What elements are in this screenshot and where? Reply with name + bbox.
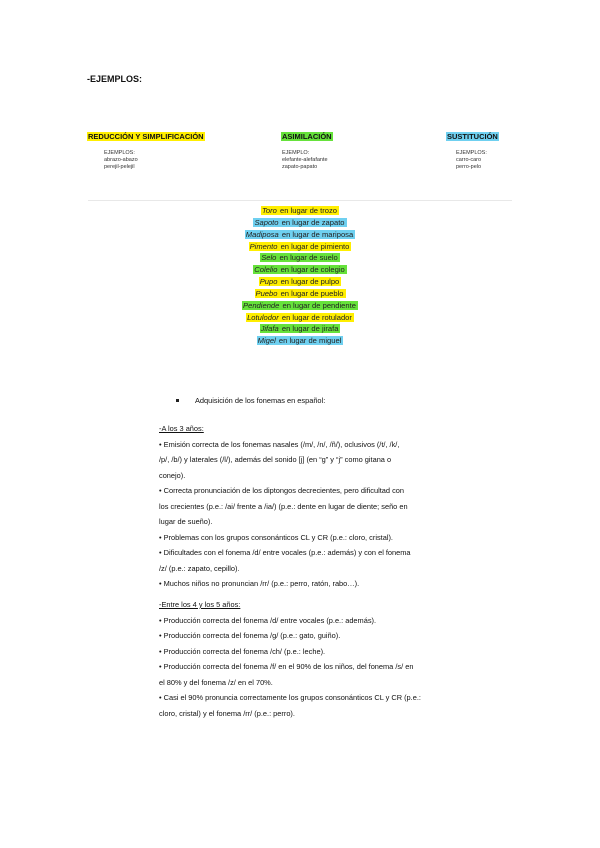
list-item: Selo en lugar de suelo <box>261 253 338 263</box>
list-item: Colelio en lugar de colegio <box>254 265 345 275</box>
list-item: Pimento en lugar de pimiento <box>249 241 350 251</box>
paragraph-line: • Muchos niños no pronuncian /rr/ (p.e.: perro, ratón, rabo…). <box>159 579 360 588</box>
category-example: elefante-alefafante <box>282 157 328 163</box>
category-example-label: EJEMPLO: <box>282 150 310 156</box>
section-age-3 <box>159 421 519 592</box>
list-item: Pendiende en lugar de pendiente <box>243 300 356 310</box>
acquisition-heading <box>176 396 325 405</box>
acquisition-title: Adquisición de los fonemas en español: <box>195 396 326 405</box>
category-asimilacion <box>281 126 333 171</box>
list-item: Jifafa en lugar de jirafa <box>260 324 339 334</box>
category-example: abrazo-abazo <box>104 157 138 163</box>
section-title: -Entre los 4 y los 5 años: <box>159 600 241 609</box>
paragraph-line: • Producción correcta del fonema /d/ entre vocales (p.e.: además). <box>159 615 377 625</box>
section-title: -A los 3 años: <box>159 424 204 433</box>
divider <box>88 200 512 201</box>
paragraph-line: lugar de sueño). <box>159 517 213 526</box>
paragraph-line: los crecientes (p.e.: /ai/ frente a /ia/) (p.e.: dente en lugar de diente; seño en <box>159 501 408 511</box>
category-example-label: EJEMPLOS: <box>456 150 487 156</box>
list-item: Puebo en lugar de pueblo <box>255 288 344 298</box>
category-example-label: EJEMPLOS: <box>104 150 135 156</box>
paragraph-line: cloro, cristal) y el fonema /rr/ (p.e.: perro). <box>159 708 295 718</box>
list-item: Madiposa en lugar de mariposa <box>245 229 354 239</box>
paragraph-line: • Casi el 90% pronuncia correctamente los grupos consonánticos CL y CR (p.e.: <box>159 693 421 702</box>
example-list <box>150 205 450 347</box>
section-age-4-5 <box>159 597 519 721</box>
category-example: zapato-papato <box>282 164 318 170</box>
category-title: ASIMILACIÓN <box>282 132 332 141</box>
list-item: Migel en lugar de miguel <box>257 336 342 346</box>
paragraph-line: • Correcta pronunciación de los diptongos decrecientes, pero dificultad con <box>159 486 404 495</box>
category-example: perejil-pelejil <box>104 164 135 170</box>
paragraph-line: conejo). <box>159 470 186 480</box>
paragraph-line: • Producción correcta del fonema /f/ en el 90% de los niños, del fonema /s/ en <box>159 662 414 671</box>
paragraph-line: • Producción correcta del fonema /ch/ (p.e.: leche). <box>159 646 326 656</box>
paragraph-line: • Dificultades con el fonema /d/ entre vocales (p.e.: además) y con el fonema <box>159 548 411 557</box>
list-item: Pupo en lugar de pulpo <box>259 277 340 287</box>
paragraph-line: el 80% y del fonema /z/ en el 70%. <box>159 677 273 687</box>
paragraph-line: • Problemas con los grupos consonánticos CL y CR (p.e.: cloro, cristal). <box>159 532 393 542</box>
paragraph-line: • Emisión correcta de los fonemas nasales (/m/, /n/, /ñ/), oclusivos (/t/, /k/, <box>159 439 400 449</box>
category-example: perro-pelo <box>456 164 482 170</box>
paragraph-line: /z/ (p.e.: zapato, cepillo). <box>159 563 240 573</box>
category-reduccion <box>87 126 205 171</box>
paragraph-line: /p/, /b/) y laterales (/l/), además del sonido [j] (en “g” y “j” como gitana o <box>159 455 392 464</box>
category-title: REDUCCIÓN Y SIMPLIFICACIÓN <box>88 132 204 141</box>
list-item: Toro en lugar de trozo <box>261 206 338 215</box>
list-item: Lotulodor en lugar de rotulador <box>247 312 352 322</box>
square-bullet-icon <box>176 399 179 402</box>
list-item: Sapoto en lugar de zapato <box>254 217 345 227</box>
category-sustitucion <box>446 126 499 171</box>
paragraph-line: • Producción correcta del fonema /g/ (p.e.: gato, guiño). <box>159 631 341 640</box>
examples-heading: -EJEMPLOS: <box>87 74 143 84</box>
category-title: SUSTITUCIÓN <box>447 132 498 141</box>
category-example: carro-caro <box>456 157 482 163</box>
